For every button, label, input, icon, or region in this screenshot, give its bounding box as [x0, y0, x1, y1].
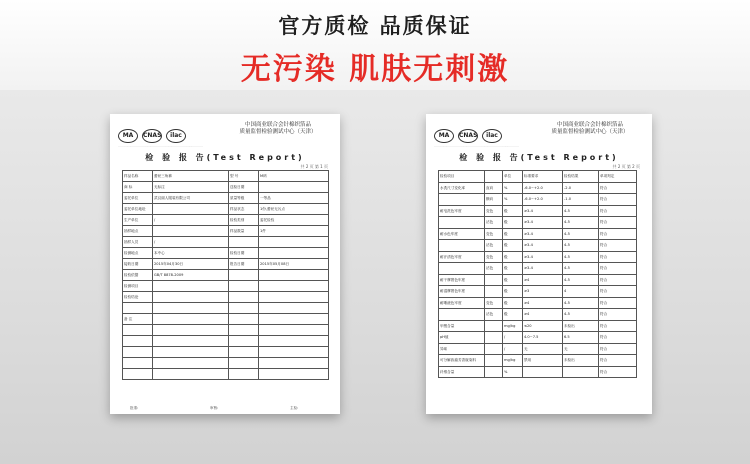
table-cell: 4-5 [563, 217, 599, 229]
table-cell: 级 [503, 217, 523, 229]
table-cell: 水洗尺寸变化率 [439, 182, 485, 194]
table-cell [259, 325, 329, 336]
table-cell: 单位 [503, 171, 523, 183]
table-cell: 符合 [599, 240, 637, 252]
table-cell: 标准要求 [523, 171, 563, 183]
table-row [123, 171, 329, 182]
table-cell: 检测项目 [123, 281, 153, 292]
table-row [439, 297, 637, 309]
table-cell: 4-5 [563, 263, 599, 275]
table-cell: 级 [503, 251, 523, 263]
table-row [439, 194, 637, 206]
table-cell [259, 281, 329, 292]
table-cell [259, 347, 329, 358]
table-cell [439, 217, 485, 229]
table-cell: 检验日期 [229, 248, 259, 259]
table-cell: 样品状态 [229, 204, 259, 215]
table-row [123, 182, 329, 193]
report-title: 检 验 报 告(Test Report) [459, 153, 619, 162]
table-cell: 商 标 [123, 182, 153, 193]
table-cell: 接收日期 [123, 259, 153, 270]
table-cell [439, 194, 485, 206]
table-cell [229, 358, 259, 369]
table-cell: ≥3-4 [523, 263, 563, 275]
table-cell: 符合 [599, 286, 637, 298]
table-cell [485, 355, 503, 367]
table-cell: ≥3-4 [523, 251, 563, 263]
table-row [123, 270, 329, 281]
table-cell [153, 303, 229, 314]
table-cell: 变色 [485, 297, 503, 309]
table-cell: mg/kg [503, 355, 523, 367]
table-cell: 2015年05月08日 [259, 259, 329, 270]
table-cell [563, 366, 599, 378]
table-cell: % [503, 182, 523, 194]
table-cell: 1份,蕾丝无污点 [259, 204, 329, 215]
table-cell: 纤维含量 [439, 366, 485, 378]
table-cell: M码 [259, 171, 329, 182]
table-cell [259, 336, 329, 347]
table-cell [153, 281, 229, 292]
table-cell: 备 注 [123, 314, 153, 325]
table-cell: 4-5 [563, 274, 599, 286]
table-cell [123, 347, 153, 358]
cma-logo-icon: MA [118, 129, 138, 143]
table-cell: 符合 [599, 205, 637, 217]
table-cell [229, 369, 259, 380]
table-cell: 蕾丝三角裤 [153, 171, 229, 182]
table-cell: 抽样地点 [123, 226, 153, 237]
org-name-line-1: 中国商业联合会针棉织箔品 [556, 122, 623, 128]
table-row [123, 204, 329, 215]
table-cell: 单项判定 [599, 171, 637, 183]
table-cell [485, 343, 503, 355]
table-cell: 符合 [599, 332, 637, 344]
table-cell [259, 369, 329, 380]
table-cell: 无标注 [153, 182, 229, 193]
table-cell: 无 [563, 343, 599, 355]
table-row [123, 226, 329, 237]
tested-by-label: 主检: [290, 406, 299, 410]
table-row [123, 347, 329, 358]
table-cell [485, 286, 503, 298]
table-row [439, 228, 637, 240]
table-cell [153, 292, 229, 303]
table-cell: 未检出 [563, 355, 599, 367]
table-cell: 禁用 [523, 355, 563, 367]
table-cell: 沾色 [485, 263, 503, 275]
table-cell [229, 292, 259, 303]
table-row [439, 332, 637, 344]
table-cell: 本中心 [153, 248, 229, 259]
table-cell: 检验结论 [123, 292, 153, 303]
table-cell: 4-5 [563, 240, 599, 252]
report-table-1 [122, 170, 329, 380]
table-cell: 符合 [599, 366, 637, 378]
table-cell [229, 303, 259, 314]
table-cell: 2015年04月30日 [153, 259, 229, 270]
table-cell: ≥4 [523, 309, 563, 321]
table-cell: 武汉丽人服装有限公司 [153, 193, 229, 204]
table-cell: / [153, 237, 229, 248]
table-cell: 级 [503, 205, 523, 217]
header-banner [0, 0, 750, 90]
table-cell: ≥3 [523, 286, 563, 298]
table-cell: 样品数量 [229, 226, 259, 237]
table-cell [485, 274, 503, 286]
table-row [123, 369, 329, 380]
table-cell [153, 325, 229, 336]
table-row [439, 366, 637, 378]
table-cell: -6.0~+2.0 [523, 182, 563, 194]
table-cell [123, 325, 153, 336]
table-cell: 符合 [599, 355, 637, 367]
table-cell [259, 358, 329, 369]
table-cell [439, 309, 485, 321]
table-row [439, 263, 637, 275]
table-cell: pH值 [439, 332, 485, 344]
table-cell [153, 226, 229, 237]
table-cell [229, 314, 259, 325]
issuing-organization [224, 122, 332, 136]
table-cell: 4.0~7.5 [523, 332, 563, 344]
table-cell [153, 358, 229, 369]
table-cell: GB/T 8878-2009 [153, 270, 229, 281]
table-cell: 级 [503, 309, 523, 321]
table-cell: 4-5 [563, 251, 599, 263]
table-cell: 沾色 [485, 240, 503, 252]
table-cell: 变色 [485, 251, 503, 263]
table-row [123, 358, 329, 369]
table-cell: 符合 [599, 263, 637, 275]
table-row [439, 320, 637, 332]
table-cell: 异味 [439, 343, 485, 355]
table-cell: 甲醛含量 [439, 320, 485, 332]
reviewed-by-label: 审核: [210, 406, 219, 410]
table-row [123, 281, 329, 292]
table-cell: 符合 [599, 194, 637, 206]
table-cell: 报告日期 [229, 259, 259, 270]
table-cell: 符合 [599, 251, 637, 263]
table-cell: ≥4 [523, 297, 563, 309]
table-cell: 抽样人员 [123, 237, 153, 248]
table-cell: 沾色 [485, 309, 503, 321]
table-cell: 4-5 [563, 309, 599, 321]
table-cell: 检验依据 [123, 270, 153, 281]
document-stage [0, 90, 750, 464]
table-row [123, 325, 329, 336]
table-cell: 沾色 [485, 217, 503, 229]
table-cell [259, 314, 329, 325]
table-cell: 耐汗渍色牢度 [439, 251, 485, 263]
table-cell [229, 237, 259, 248]
table-cell: 检验类别 [229, 215, 259, 226]
ilac-logo-icon: ilac [482, 129, 502, 143]
table-cell [229, 325, 259, 336]
table-row [123, 215, 329, 226]
table-cell: 未检出 [563, 320, 599, 332]
table-row [439, 240, 637, 252]
table-cell [485, 320, 503, 332]
table-cell: 级 [503, 297, 523, 309]
table-cell: 质量等级 [229, 193, 259, 204]
table-row [439, 286, 637, 298]
table-cell: 符合 [599, 309, 637, 321]
table-cell: 变色 [485, 228, 503, 240]
table-row [123, 336, 329, 347]
table-cell: 耐湿摩擦色牢度 [439, 286, 485, 298]
table-cell: 符合 [599, 182, 637, 194]
table-cell: 委托单位 [123, 193, 153, 204]
table-cell: 横向 [485, 194, 503, 206]
table-cell: 符合 [599, 274, 637, 286]
table-cell [123, 336, 153, 347]
certification-logos [434, 122, 506, 143]
org-name-line-2: 质量监督检验测试中心（天津） [551, 129, 629, 135]
table-cell: % [503, 194, 523, 206]
table-cell: 4 [563, 286, 599, 298]
table-cell: 检测地点 [123, 248, 153, 259]
table-row [123, 303, 329, 314]
table-cell [259, 237, 329, 248]
test-report-page-2 [426, 114, 652, 414]
table-cell: ≥3-4 [523, 205, 563, 217]
table-cell [153, 336, 229, 347]
table-row [123, 193, 329, 204]
table-cell [123, 358, 153, 369]
table-cell: 耐干摩擦色牢度 [439, 274, 485, 286]
table-cell: 一等品 [259, 193, 329, 204]
table-cell [439, 263, 485, 275]
cnas-logo-icon: CNAS [142, 129, 162, 143]
table-row [439, 182, 637, 194]
table-cell [153, 204, 229, 215]
table-row [439, 355, 637, 367]
table-cell: / [503, 332, 523, 344]
table-cell: 级 [503, 240, 523, 252]
table-cell [123, 369, 153, 380]
table-cell: 检验项目 [439, 171, 485, 183]
certification-logos [118, 122, 190, 143]
table-cell: 检验结果 [563, 171, 599, 183]
table-row [123, 237, 329, 248]
table-row [439, 274, 637, 286]
table-cell: 级 [503, 228, 523, 240]
table-row [123, 292, 329, 303]
table-cell [123, 303, 153, 314]
table-cell: 耐唾液色牢度 [439, 297, 485, 309]
table-cell: 6.5 [563, 332, 599, 344]
table-cell [229, 281, 259, 292]
table-row [439, 171, 637, 183]
table-cell [229, 270, 259, 281]
table-cell: 级 [503, 274, 523, 286]
banner-headline: 官方质检 品质保证 [278, 14, 472, 38]
table-row [123, 314, 329, 325]
table-cell: 符合 [599, 297, 637, 309]
table-cell: 符合 [599, 343, 637, 355]
table-cell: ≥4 [523, 274, 563, 286]
table-cell [259, 303, 329, 314]
table-cell: 送检日期 [229, 182, 259, 193]
table-cell [153, 369, 229, 380]
table-cell [229, 336, 259, 347]
table-cell: 符合 [599, 320, 637, 332]
table-cell: 无 [523, 343, 563, 355]
table-cell [153, 314, 229, 325]
table-cell: ≥3-4 [523, 217, 563, 229]
table-cell: 符合 [599, 217, 637, 229]
table-cell: 样品名称 [123, 171, 153, 182]
table-cell: 4-5 [563, 228, 599, 240]
table-cell: 级 [503, 286, 523, 298]
table-row [439, 343, 637, 355]
table-cell: 耐水色牢度 [439, 228, 485, 240]
table-cell [439, 240, 485, 252]
table-cell: 耐皂洗色牢度 [439, 205, 485, 217]
table-cell [523, 366, 563, 378]
table-cell: 直向 [485, 182, 503, 194]
issuing-organization [536, 122, 644, 136]
table-cell: 变色 [485, 205, 503, 217]
table-row [123, 248, 329, 259]
table-cell: -6.0~+2.0 [523, 194, 563, 206]
table-row [439, 309, 637, 321]
table-cell [485, 171, 503, 183]
table-cell: 1件 [259, 226, 329, 237]
table-cell [259, 182, 329, 193]
fine-print: ························································································· [118, 144, 203, 148]
table-cell [229, 347, 259, 358]
table-cell: 委托单位地址 [123, 204, 153, 215]
table-cell: ≥3-4 [523, 240, 563, 252]
table-cell: -2.0 [563, 182, 599, 194]
table-cell: % [503, 366, 523, 378]
table-cell: 符合 [599, 228, 637, 240]
table-cell [259, 270, 329, 281]
table-cell: 4-5 [563, 205, 599, 217]
table-cell: ≤20 [523, 320, 563, 332]
table-cell [259, 248, 329, 259]
report-table-2 [438, 170, 637, 378]
table-cell: 型 号 [229, 171, 259, 182]
cnas-logo-icon: CNAS [458, 129, 478, 143]
table-row [439, 205, 637, 217]
table-cell [485, 366, 503, 378]
table-cell: / [503, 343, 523, 355]
report-title: 检 验 报 告(Test Report) [145, 153, 305, 162]
table-row [439, 251, 637, 263]
page-number: 共 2 页 第 2 页 [612, 164, 640, 169]
banner-subheadline: 无污染 肌肤无刺激 [240, 52, 510, 87]
table-cell: 可分解致癌芳香胺染料 [439, 355, 485, 367]
table-cell: -1.0 [563, 194, 599, 206]
org-name-line-2: 质量监督检验测试中心（天津） [239, 129, 317, 135]
table-cell: / [153, 215, 229, 226]
ilac-logo-icon: ilac [166, 129, 186, 143]
table-row [439, 217, 637, 229]
table-cell: ≥3-4 [523, 228, 563, 240]
table-cell [259, 292, 329, 303]
table-cell: 生产单位 [123, 215, 153, 226]
org-name-line-1: 中国商业联合会针棉织箔品 [244, 122, 311, 128]
table-cell: mg/kg [503, 320, 523, 332]
table-cell: 4-5 [563, 297, 599, 309]
table-row [123, 259, 329, 270]
test-report-page-1 [110, 114, 340, 414]
table-cell: 级 [503, 263, 523, 275]
table-cell: 委托检验 [259, 215, 329, 226]
approved-by-label: 批准: [130, 406, 139, 410]
fine-print: ························································································· [434, 144, 519, 148]
table-cell [153, 347, 229, 358]
cma-logo-icon: MA [434, 129, 454, 143]
page-number: 共 2 页 第 1 页 [300, 164, 328, 169]
table-cell [485, 332, 503, 344]
